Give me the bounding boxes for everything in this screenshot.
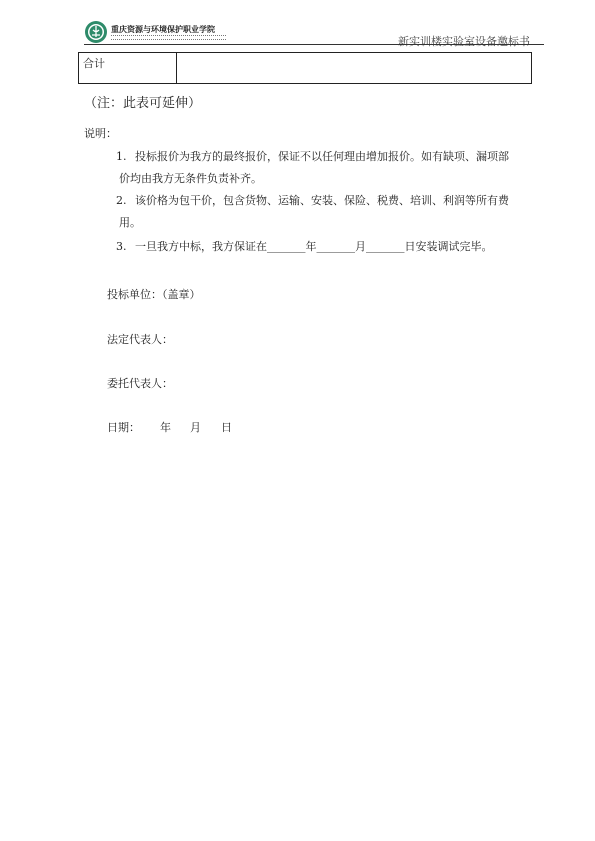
item-text: 该价格为包干价，包含货物、运输、安装、保险、税费、培训、利润等所有费 xyxy=(135,194,509,207)
date-month: 月 xyxy=(190,421,201,434)
header-divider xyxy=(84,44,544,45)
legal-representative-label: 法定代表人： xyxy=(107,333,173,346)
item-number: 3. xyxy=(116,240,127,253)
date-line xyxy=(107,419,140,435)
college-logo-icon xyxy=(84,20,108,44)
bidder-label: 投标单位：（盖章） xyxy=(107,288,201,301)
document-title: 新实训楼实验室设备邀标书 xyxy=(398,35,530,48)
item-text: 用。 xyxy=(119,216,141,229)
item-text: 一旦我方中标，我方保证在_______年_______月_______日安装调试完毕。 xyxy=(135,240,493,253)
item-text: 投标报价为我方的最终报价，保证不以任何理由增加报价。如有缺项、漏项部 xyxy=(135,150,509,163)
total-value-cell xyxy=(177,53,532,84)
item-text: 价均由我方无条件负责补齐。 xyxy=(119,172,262,185)
table-note: （注：此表可延伸） xyxy=(84,96,202,111)
org-subtitle-decoration xyxy=(111,35,226,40)
description-label: 说明： xyxy=(84,127,117,140)
date-day: 日 xyxy=(221,421,232,434)
page-header xyxy=(84,18,544,46)
date-year: 年 xyxy=(160,421,171,434)
total-label-cell: 合计 xyxy=(79,53,177,84)
item-number: 2. xyxy=(116,194,127,207)
total-table xyxy=(78,52,532,84)
date-label: 日期： xyxy=(107,421,140,434)
org-name: 重庆资源与环境保护职业学院 xyxy=(111,25,215,34)
table-row xyxy=(79,53,532,84)
authorized-representative-label: 委托代表人： xyxy=(107,377,173,390)
item-number: 1. xyxy=(116,150,127,163)
